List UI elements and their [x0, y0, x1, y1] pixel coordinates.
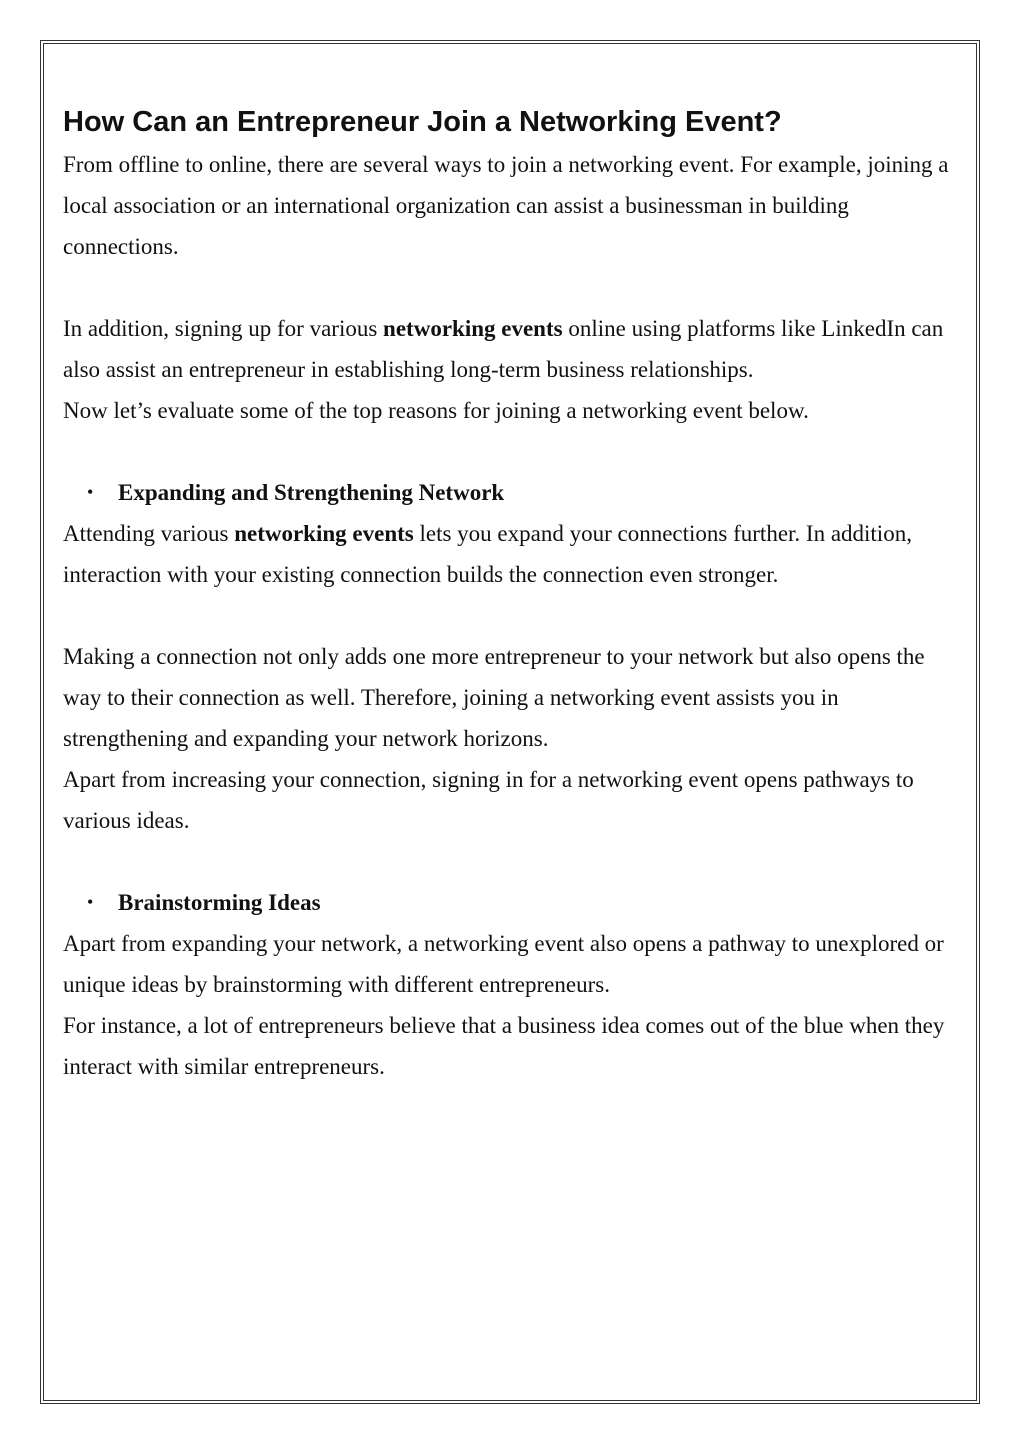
bullet-title: Expanding and Strengthening Network — [118, 480, 505, 505]
keyword-networking-events: networking events — [234, 521, 414, 546]
spacer — [63, 595, 963, 636]
paragraph-making-connection: Making a connection not only adds one more entrepreneur to your network but also opens the way to their connection as well. Therefore, joining a networking event assists you in strengthening and expanding your network horizons. — [63, 644, 925, 751]
bullet-dot-icon: • — [87, 892, 94, 912]
page-title: How Can an Entrepreneur Join a Networking Event? — [63, 106, 782, 138]
bullet-brainstorming — [63, 882, 963, 923]
spacer — [63, 431, 963, 472]
spacer — [63, 267, 963, 308]
document-body — [63, 100, 963, 1087]
paragraph-apart-increasing: Apart from increasing your connection, signing in for a networking event opens pathways to various ideas. — [63, 767, 914, 833]
paragraph-for-instance: For instance, a lot of entrepreneurs believe that a business idea comes out of the blue when they interact with similar entrepreneurs. — [63, 1013, 945, 1079]
paragraph-apart-expanding: Apart from expanding your network, a networking event also opens a pathway to unexplored or unique ideas by brainstorming with different entrepreneurs. — [63, 931, 944, 997]
paragraph-attending-end: lets you expand your connections further. In addition, interaction with your existing connection builds the connection even stronger. — [63, 521, 912, 587]
paragraph-online-end: online using platforms like LinkedIn can also assist an entrepreneur in establishing long-term business relationships. — [63, 316, 944, 382]
spacer — [63, 841, 963, 882]
paragraph-online-start: In addition, signing up for various — [63, 316, 384, 341]
paragraph-attending-start: Attending various — [63, 521, 235, 546]
paragraph-online — [63, 308, 963, 390]
paragraph-evaluate: Now let’s evaluate some of the top reasons for joining a networking event below. — [63, 398, 809, 423]
bullet-dot-icon: • — [87, 482, 94, 502]
paragraph-intro: From offline to online, there are several ways to join a networking event. For example, joining a local association or an international organization can assist a businessman in building connections. — [63, 152, 949, 259]
keyword-networking-events: networking events — [383, 316, 563, 341]
bullet-expanding-network — [63, 472, 963, 513]
paragraph-attending — [63, 513, 963, 595]
bullet-title: Brainstorming Ideas — [118, 890, 321, 915]
